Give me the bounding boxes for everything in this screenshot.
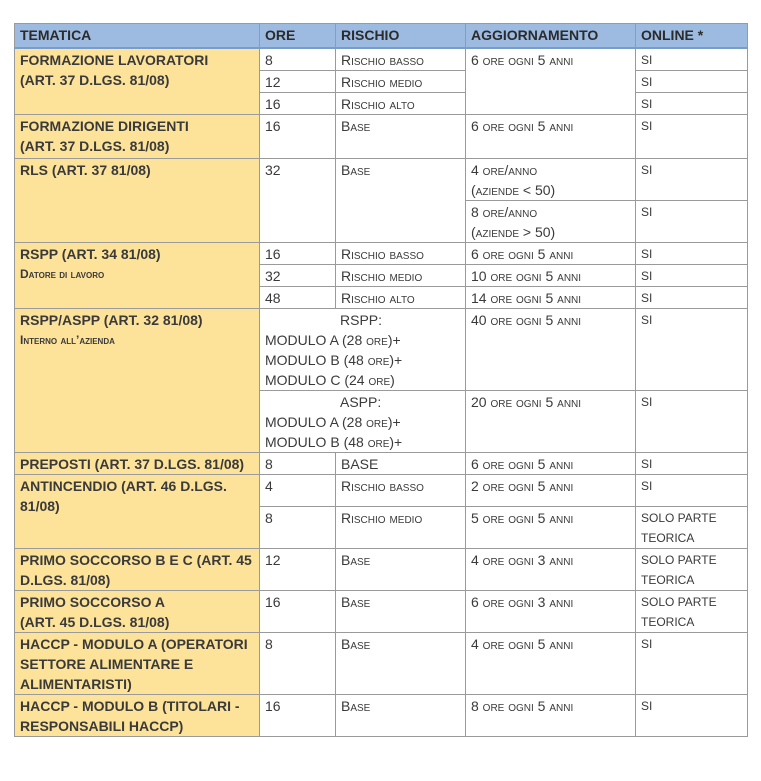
header-ore: ORE bbox=[260, 24, 336, 49]
tematica-line: ALIMENTARISTI) bbox=[20, 676, 132, 692]
online-cell: SI bbox=[636, 695, 748, 737]
aggiornamento-cell: 6 ore ogni 3 anni bbox=[466, 591, 636, 633]
agg-line: (aziende > 50) bbox=[471, 224, 556, 240]
ore-cell: 12 bbox=[260, 71, 336, 93]
online-line: TEORICA bbox=[641, 615, 695, 629]
tematica-cell bbox=[15, 633, 260, 695]
online-cell bbox=[636, 549, 748, 591]
tematica-line: RESPONSABILI HACCP) bbox=[20, 718, 184, 734]
aggiornamento-cell: 6 ore ogni 5 anni bbox=[466, 453, 636, 475]
online-cell: SI bbox=[636, 287, 748, 309]
online-cell: SI bbox=[636, 201, 748, 243]
rischio-cell: Base bbox=[336, 159, 466, 243]
ore-cell: 8 bbox=[260, 507, 336, 549]
ore-cell: 48 bbox=[260, 287, 336, 309]
tematica-cell bbox=[15, 48, 260, 115]
ore-cell: 12 bbox=[260, 549, 336, 591]
modules-cell bbox=[260, 391, 466, 453]
tematica-cell bbox=[15, 591, 260, 633]
aggiornamento-cell: 10 ore ogni 5 anni bbox=[466, 265, 636, 287]
online-cell bbox=[636, 507, 748, 549]
module-title: ASPP: bbox=[340, 394, 382, 410]
rischio-cell: Rischio basso bbox=[336, 475, 466, 507]
rischio-cell: Base bbox=[336, 549, 466, 591]
tematica-line: HACCP - MODULO A (OPERATORI bbox=[20, 636, 248, 652]
module-line: MODULO B (48 ore)+ bbox=[265, 434, 403, 450]
tematica-cell bbox=[15, 243, 260, 309]
tematica-line: D.LGS. 81/08) bbox=[20, 572, 111, 588]
tematica-line: RSPP/ASPP (ART. 32 81/08) bbox=[20, 312, 203, 328]
tematica-cell bbox=[15, 549, 260, 591]
aggiornamento-cell: 8 ore ogni 5 anni bbox=[466, 695, 636, 737]
online-cell: SI bbox=[636, 115, 748, 159]
tematica-cell: PREPOSTI (ART. 37 D.LGS. 81/08) bbox=[15, 453, 260, 475]
online-cell: SI bbox=[636, 243, 748, 265]
ore-cell: 16 bbox=[260, 591, 336, 633]
ore-cell: 8 bbox=[260, 453, 336, 475]
aggiornamento-cell: 20 ore ogni 5 anni bbox=[466, 391, 636, 453]
table-row bbox=[15, 633, 748, 695]
tematica-line: SETTORE ALIMENTARE E bbox=[20, 656, 194, 672]
online-cell: SI bbox=[636, 159, 748, 201]
module-line: MODULO B (48 ore)+ bbox=[265, 352, 403, 368]
rischio-cell: Rischio medio bbox=[336, 265, 466, 287]
tematica-line: (ART. 45 D.LGS. 81/08) bbox=[20, 614, 170, 630]
rischio-cell: Rischio medio bbox=[336, 507, 466, 549]
tematica-cell bbox=[15, 695, 260, 737]
aggiornamento-cell: 6 ore ogni 5 anni bbox=[466, 48, 636, 115]
table-row bbox=[15, 453, 748, 475]
training-table bbox=[14, 23, 748, 737]
online-cell: SI bbox=[636, 391, 748, 453]
online-cell: SI bbox=[636, 265, 748, 287]
online-cell: SI bbox=[636, 633, 748, 695]
ore-cell: 8 bbox=[260, 48, 336, 71]
tematica-line: HACCP - MODULO B (TITOLARI - bbox=[20, 698, 240, 714]
tematica-sub: Datore di lavoro bbox=[20, 267, 105, 281]
table-row bbox=[15, 695, 748, 737]
ore-cell: 16 bbox=[260, 93, 336, 115]
module-title: RSPP: bbox=[340, 312, 383, 328]
module-line: MODULO A (28 ore)+ bbox=[265, 332, 401, 348]
rischio-cell: Rischio alto bbox=[336, 287, 466, 309]
online-cell: SI bbox=[636, 309, 748, 391]
tematica-line: RSPP (ART. 34 81/08) bbox=[20, 246, 161, 262]
online-line: TEORICA bbox=[641, 531, 695, 545]
agg-line: (aziende < 50) bbox=[471, 182, 556, 198]
aggiornamento-cell: 4 ore ogni 3 anni bbox=[466, 549, 636, 591]
table-row bbox=[15, 159, 748, 201]
rischio-cell: BASE bbox=[336, 453, 466, 475]
rischio-cell: Base bbox=[336, 591, 466, 633]
ore-cell: 4 bbox=[260, 475, 336, 507]
table-row bbox=[15, 591, 748, 633]
table-row bbox=[15, 243, 748, 265]
aggiornamento-cell: 4 ore ogni 5 anni bbox=[466, 633, 636, 695]
tematica-line: FORMAZIONE LAVORATORI bbox=[20, 52, 209, 68]
aggiornamento-cell bbox=[466, 159, 636, 201]
online-cell: SI bbox=[636, 475, 748, 507]
header-tematica: TEMATICA bbox=[15, 24, 260, 49]
rischio-cell: Base bbox=[336, 695, 466, 737]
online-cell bbox=[636, 591, 748, 633]
ore-cell: 16 bbox=[260, 243, 336, 265]
table-row bbox=[15, 48, 748, 71]
tematica-line: PRIMO SOCCORSO B E C (ART. 45 bbox=[20, 552, 252, 568]
ore-cell: 32 bbox=[260, 265, 336, 287]
aggiornamento-cell: 2 ore ogni 5 anni bbox=[466, 475, 636, 507]
rischio-cell: Rischio basso bbox=[336, 243, 466, 265]
tematica-line: ANTINCENDIO (ART. 46 D.LGS. bbox=[20, 478, 227, 494]
rischio-cell: Base bbox=[336, 115, 466, 159]
ore-cell: 16 bbox=[260, 695, 336, 737]
aggiornamento-cell bbox=[466, 201, 636, 243]
online-line: SOLO PARTE bbox=[641, 553, 717, 567]
online-cell: SI bbox=[636, 48, 748, 71]
tematica-line: 81/08) bbox=[20, 498, 60, 514]
tematica-line: (ART. 37 D.LGS. 81/08) bbox=[20, 72, 170, 88]
rischio-cell: Rischio alto bbox=[336, 93, 466, 115]
header-aggiornamento: AGGIORNAMENTO bbox=[466, 24, 636, 49]
table-row bbox=[15, 549, 748, 591]
module-line: MODULO A (28 ore)+ bbox=[265, 414, 401, 430]
table-row bbox=[15, 115, 748, 159]
ore-cell: 32 bbox=[260, 159, 336, 243]
online-line: SOLO PARTE bbox=[641, 511, 717, 525]
tematica-line: (ART. 37 D.LGS. 81/08) bbox=[20, 138, 170, 154]
aggiornamento-cell: 14 ore ogni 5 anni bbox=[466, 287, 636, 309]
modules-cell bbox=[260, 309, 466, 391]
header-rischio: RISCHIO bbox=[336, 24, 466, 49]
online-line: SOLO PARTE bbox=[641, 595, 717, 609]
tematica-line: PRIMO SOCCORSO A bbox=[20, 594, 165, 610]
online-line: TEORICA bbox=[641, 573, 695, 587]
online-cell: SI bbox=[636, 93, 748, 115]
header-online: ONLINE * bbox=[636, 24, 748, 49]
tematica-cell bbox=[15, 475, 260, 549]
tematica-cell bbox=[15, 309, 260, 453]
agg-line: 4 ore/anno bbox=[471, 162, 538, 178]
online-cell: SI bbox=[636, 71, 748, 93]
tematica-cell bbox=[15, 115, 260, 159]
tematica-cell: RLS (ART. 37 81/08) bbox=[15, 159, 260, 243]
aggiornamento-cell: 6 ore ogni 5 anni bbox=[466, 243, 636, 265]
rischio-cell: Rischio basso bbox=[336, 48, 466, 71]
rischio-cell: Rischio medio bbox=[336, 71, 466, 93]
ore-cell: 16 bbox=[260, 115, 336, 159]
tematica-sub: Interno all’azienda bbox=[20, 333, 115, 347]
header-row bbox=[15, 24, 748, 49]
agg-line: 8 ore/anno bbox=[471, 204, 538, 220]
table-row bbox=[15, 309, 748, 391]
aggiornamento-cell: 5 ore ogni 5 anni bbox=[466, 507, 636, 549]
online-cell: SI bbox=[636, 453, 748, 475]
aggiornamento-cell: 6 ore ogni 5 anni bbox=[466, 115, 636, 159]
rischio-cell: Base bbox=[336, 633, 466, 695]
module-line: MODULO C (24 ore) bbox=[265, 372, 395, 388]
ore-cell: 8 bbox=[260, 633, 336, 695]
tematica-line: FORMAZIONE DIRIGENTI bbox=[20, 118, 189, 134]
table-row bbox=[15, 475, 748, 507]
aggiornamento-cell: 40 ore ogni 5 anni bbox=[466, 309, 636, 391]
